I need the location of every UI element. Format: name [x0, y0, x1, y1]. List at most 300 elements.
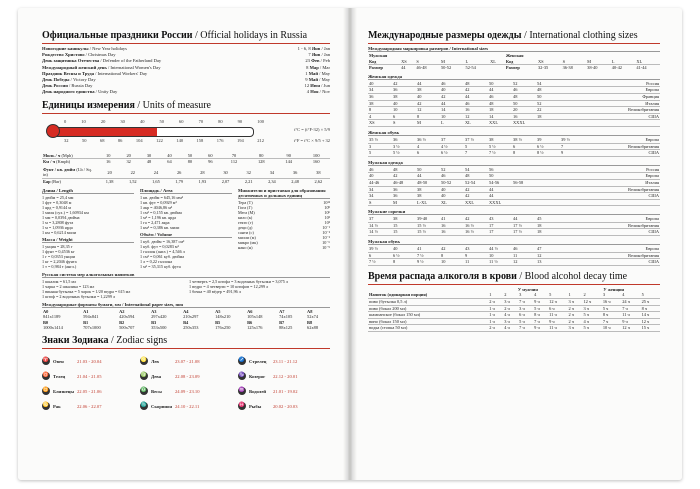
- zodiac-symbol-icon: ♎: [140, 388, 148, 394]
- clothing-empty-cell: [512, 173, 536, 180]
- zodiac-name: Стрелец: [249, 358, 267, 364]
- clothing-size-value: XXXL: [488, 199, 512, 206]
- clothing-size-value: 44-46: [368, 179, 392, 186]
- holiday-month-en: / Jan: [320, 52, 330, 58]
- alcohol-hour-label: 4: [533, 292, 548, 298]
- alcohol-decay-value: 9 ч: [533, 325, 548, 332]
- holiday-month: Май: [308, 77, 318, 83]
- holiday-day: 4: [306, 89, 311, 95]
- celsius-tick: 0: [64, 118, 67, 124]
- clothing-size-value: 16: [512, 113, 536, 120]
- clothing-size-value: 22: [536, 107, 560, 114]
- holiday-month-en: / Jan: [320, 46, 330, 51]
- liquor-item: 1 ведро = 4 четверти = 10 штофов = 12,299 л: [189, 283, 269, 289]
- clothing-size-value: 38: [416, 186, 440, 193]
- pressure-table: [42, 167, 330, 185]
- clothing-groups: [368, 74, 660, 266]
- clothing-size-value: 43: [464, 246, 488, 252]
- clothing-empty-cell: [560, 100, 584, 107]
- clothing-empty-cell: [560, 193, 584, 200]
- planner-spread: [18, 8, 682, 480]
- holiday-name-ru: День защитника Отечества: [42, 58, 100, 64]
- clothing-size-value: 38: [368, 100, 392, 107]
- conversion-label-main: Км / ч: [43, 159, 56, 165]
- holiday-name-ru: Новогодние каникулы: [42, 46, 89, 51]
- paper-format-size: 297х420: [151, 314, 167, 320]
- clothing-size-value: 9 ½: [416, 259, 440, 266]
- conversion-value: 60: [200, 153, 220, 159]
- clothing-size-value: 9: [560, 150, 584, 157]
- paper-format-label: B8: [307, 319, 313, 325]
- clothing-size-value: 14: [440, 107, 464, 114]
- alcohol-hour-label: 3: [518, 292, 533, 298]
- clothing-size-value: 4: [368, 113, 392, 120]
- clothing-size-value: 10: [488, 252, 512, 259]
- zodiac-sign: [42, 399, 134, 414]
- paper-size-row: [42, 314, 330, 320]
- formula-fahrenheit: t°F = t°C × 9/5 + 32: [293, 137, 330, 143]
- alcohol-decay-value: 1 ч: [488, 312, 503, 319]
- conversion-label-main: Миль / ч: [43, 152, 61, 158]
- clothing-size-value: 52-54: [464, 179, 488, 186]
- clothing-size-row: [368, 150, 660, 157]
- clothing-size-value: 18: [536, 113, 560, 120]
- clothing-size-value: 4 ½: [440, 143, 464, 150]
- clothing-size-value: 52: [512, 81, 536, 87]
- clothing-size-value: 6 ½: [536, 143, 560, 150]
- holiday-name-en: / New Year holidays: [88, 46, 127, 51]
- clothing-size-value: 41: [440, 216, 464, 222]
- clothing-size-value: XXL: [464, 199, 488, 206]
- clothing-size-value: 48: [464, 81, 488, 87]
- alcohol-decay-value: 5 ч: [582, 325, 601, 332]
- clothing-size-value: 6 ½: [392, 252, 416, 259]
- clothing-group-title: Мужские сорочки: [368, 209, 660, 215]
- zodiac-name: Близнецы: [53, 388, 74, 394]
- intl-men-value: S: [415, 59, 440, 65]
- clothing-size-value: 42: [464, 87, 488, 94]
- clothing-size-value: 34: [368, 87, 392, 94]
- alcohol-decay-value: 1 ч: [488, 318, 503, 325]
- clothing-size-value: 17: [488, 229, 512, 236]
- conversion-value: 20: [118, 153, 138, 159]
- alcohol-decay-value: 7 ч: [518, 325, 533, 332]
- prefix-exponent: 10⁻⁶: [322, 239, 330, 245]
- clothing-size-value: 48: [512, 93, 536, 100]
- length-list: [42, 195, 134, 235]
- clothing-size-value: 39: [536, 137, 560, 143]
- conversion-value: 96: [208, 159, 213, 165]
- clothing-size-value: 38: [488, 137, 512, 143]
- clothing-size-value: 45: [536, 216, 560, 222]
- clothing-size-value: 52: [536, 100, 560, 107]
- conversion-value: 2,48: [291, 179, 299, 184]
- clothing-country: Великобритания: [584, 107, 660, 114]
- prefix-name: гекто (г): [238, 219, 253, 225]
- clothing-size-value: 42: [440, 93, 464, 100]
- length-item: 1 м = 3,2808 фута: [42, 219, 74, 225]
- paper-format-size: 125х176: [247, 325, 263, 331]
- clothing-size-value: 38: [392, 216, 416, 222]
- intl-row-label: Размер: [369, 65, 383, 71]
- clothing-size-value: 44: [488, 87, 512, 94]
- holiday-month: Янв: [311, 52, 321, 58]
- conversion-row: [42, 179, 330, 185]
- alcohol-hour-label: 2: [503, 292, 518, 298]
- volume-item: 1 куб. дюйм = 16,387 см³: [140, 238, 185, 244]
- zodiac-name: Овен: [53, 358, 64, 364]
- intl-women-value: XL: [635, 59, 660, 65]
- formula-celsius: t°C = (t°F-32) × 5/9: [294, 126, 330, 132]
- clothing-size-value: 40: [440, 87, 464, 94]
- mass-title: Масса / Weight: [42, 237, 134, 243]
- zodiac-sign: [238, 384, 330, 399]
- clothing-empty-cell: [536, 120, 560, 127]
- holiday-day: 1: [305, 70, 309, 76]
- intl-women-value: 40-42: [611, 65, 622, 71]
- fahrenheit-scale: [64, 138, 264, 143]
- zodiac-dates: 22.05 - 21.06: [77, 388, 102, 394]
- paper-format-label: A4: [183, 308, 189, 314]
- clothing-size-value: 48: [392, 167, 416, 173]
- paper-format-label: B1: [83, 319, 89, 325]
- zodiac-name: Козерог: [249, 373, 266, 379]
- clothing-size-value: 17 ½: [512, 229, 536, 236]
- alcohol-decay-value: 9 ч: [548, 318, 567, 325]
- clothing-size-value: 8: [368, 107, 392, 114]
- holiday-name: [42, 89, 117, 95]
- paper-sizes-table: [42, 309, 330, 331]
- clothing-country: Великобритания: [584, 143, 660, 150]
- paper-format-size: 1000х1414: [43, 325, 63, 331]
- zodiac-symbol-icon: ♐: [238, 358, 246, 364]
- prefix-column: [238, 188, 330, 269]
- clothing-size-value: 7: [464, 150, 488, 157]
- clothing-country: Россия: [584, 81, 660, 87]
- clothing-country: Россия: [584, 167, 660, 173]
- clothing-size-value: 16: [440, 229, 464, 236]
- clothing-size-value: 16: [464, 107, 488, 114]
- zodiac-dates: 21.04 - 21.05: [77, 373, 102, 379]
- clothing-size-value: 36: [368, 93, 392, 100]
- paper-format-label: A5: [215, 308, 221, 314]
- intl-row-label: Код: [505, 59, 537, 65]
- intl-women-value: M: [586, 59, 611, 65]
- holiday-date: [307, 89, 330, 95]
- holidays-title: Официальные праздники России / Official holidays in Russia: [42, 30, 330, 44]
- holiday-month: Мар: [309, 64, 319, 70]
- conversion-value: 1,65: [152, 179, 160, 184]
- zodiac-sign: [42, 354, 134, 369]
- conversion-value: 32: [237, 167, 260, 179]
- clothing-size-value: 14: [488, 113, 512, 120]
- clothing-size-value: 38 ½: [512, 137, 536, 143]
- clothing-section: [368, 30, 660, 266]
- clothing-size-value: 14 ½: [368, 222, 392, 229]
- alcohol-decay-value: 11 ч: [548, 325, 567, 332]
- thermometer: [42, 117, 330, 151]
- alcohol-hour-label: 3: [602, 292, 621, 298]
- conversion-value: 24: [144, 167, 167, 179]
- paper-format-size: 74х105: [279, 314, 293, 320]
- clothing-size-value: 37: [440, 137, 464, 143]
- clothing-size-value: XXL: [488, 120, 512, 127]
- mass-item: 1 т = 0,984 т (англ.): [42, 263, 77, 269]
- clothing-group-table: [368, 81, 660, 127]
- speed-table: [42, 153, 330, 165]
- paper-format-size: 105х148: [247, 314, 263, 320]
- clothing-size-value: 44 ½: [488, 246, 512, 252]
- alcohol-decay-value: 7 ч: [602, 318, 621, 325]
- clothing-size-value: 15 ½: [416, 222, 440, 229]
- prefix-name: микро (мк): [238, 239, 258, 245]
- mass-item: 1 г = 0,0353 унции: [42, 253, 75, 259]
- zodiac-symbol-icon: ♉: [42, 373, 50, 379]
- zodiac-name: Водолей: [249, 388, 267, 394]
- intl-women-value: 32-35: [537, 65, 549, 71]
- paper-format-size: 594х841: [83, 314, 99, 320]
- volume-item: 1 галлон (англ.) = 4,546 л: [140, 248, 185, 254]
- volume-item: 1 см³ = 0,061 куб. дюйма: [140, 253, 185, 259]
- clothing-group-table: [368, 137, 660, 157]
- intl-women-value: L: [611, 59, 636, 65]
- clothing-size-value: 6 ½: [440, 150, 464, 157]
- alcohol-decay-value: 14 ч: [641, 312, 660, 319]
- clothing-size-value: 54-56: [488, 179, 512, 186]
- conversion-value: 32: [126, 159, 131, 165]
- clothing-size-value: 12: [512, 259, 536, 266]
- conversion-value: 1,79: [175, 179, 183, 184]
- clothing-size-row: [368, 87, 660, 94]
- paper-format-size: 148х210: [215, 314, 231, 320]
- zodiac-dates: 21.03 - 20.04: [77, 358, 102, 364]
- area-title: Площадь / Area: [140, 188, 232, 194]
- celsius-scale: [64, 119, 264, 124]
- conversion-value: 144: [285, 159, 292, 165]
- clothing-title: Международные размеры одежды / International clothing sizes: [368, 30, 660, 44]
- clothing-size-value: 17 ½: [512, 222, 536, 229]
- clothing-size-value: 40: [368, 173, 392, 180]
- clothing-size-value: 17: [488, 222, 512, 229]
- clothing-size-value: 48: [536, 87, 560, 94]
- alcohol-men-header: У мужчин: [517, 286, 538, 292]
- clothing-size-value: 48: [488, 100, 512, 107]
- clothing-size-value: 18: [488, 107, 512, 114]
- conversion-label: [42, 167, 98, 179]
- clothing-size-value: 7 ½: [416, 252, 440, 259]
- alcohol-decay-value: 1 ч: [488, 305, 503, 312]
- zodiac-sign: [42, 384, 134, 399]
- alcohol-decay-value: 2 ч: [568, 305, 583, 312]
- zodiac-symbol-icon: ♍: [140, 373, 148, 379]
- clothing-size-value: 36: [392, 193, 416, 200]
- prefix-exponent: 10⁻³: [322, 234, 330, 240]
- alcohol-decay-value: 8 ч: [533, 312, 548, 319]
- alcohol-decay-value: 12 ч: [621, 325, 640, 332]
- prefix-name: милли (м): [238, 234, 256, 240]
- conversion-row: [42, 159, 330, 165]
- alcohol-decay-value: 5 ч: [602, 305, 621, 312]
- clothing-size-value: 12: [416, 107, 440, 114]
- holiday-month-en: / Nov: [318, 89, 330, 95]
- conversion-value: 90: [275, 153, 302, 159]
- fahrenheit-tick: 122: [156, 137, 163, 143]
- alcohol-decay-value: 15 ч: [641, 325, 660, 332]
- paper-format-size: 707х1000: [83, 325, 101, 331]
- alcohol-decay-value: 6 ч: [518, 312, 533, 319]
- celsius-tick: 60: [179, 118, 184, 124]
- clothing-size-value: 44: [440, 100, 464, 107]
- intl-women-label: Женская: [505, 53, 524, 58]
- clothing-size-value: 50: [488, 81, 512, 87]
- celsius-tick: 20: [100, 118, 106, 124]
- liquor-item: 1 четверть = 2,5 штофа = 3 водочных бутылки = 3,075 л: [189, 278, 288, 284]
- thermometer-bulb-icon: [46, 124, 60, 138]
- fahrenheit-tick: 104: [135, 137, 143, 143]
- clothing-size-value: 46: [440, 81, 464, 87]
- clothing-empty-cell: [536, 179, 560, 186]
- alcohol-decay-value: 5 ч: [582, 312, 601, 319]
- holiday-name-ru: День народного единства: [42, 89, 95, 95]
- paper-format-label: B3: [151, 319, 157, 325]
- holiday-month-en: / Mar: [318, 64, 330, 70]
- left-page-content: [42, 30, 330, 418]
- clothing-size-value: 54: [464, 167, 488, 173]
- paper-format-label: A8: [307, 308, 313, 314]
- clothing-size-value: 7 ½: [488, 150, 512, 157]
- alcohol-decay-value: 11 ч: [621, 312, 640, 319]
- area-volume-column: [140, 188, 232, 269]
- clothing-empty-cell: [512, 186, 536, 193]
- clothing-size-value: 48: [464, 173, 488, 180]
- clothing-empty-cell: [560, 199, 584, 206]
- clothing-empty-cell: [512, 193, 536, 200]
- holiday-name-en: / Victory Day: [69, 77, 96, 83]
- conversion-value: 34: [260, 167, 283, 179]
- clothing-size-value: 42: [416, 100, 440, 107]
- area-item: 1 кв. дюйм = 645,16 мм²: [140, 194, 183, 200]
- clothing-size-value: 47: [536, 246, 560, 252]
- alcohol-decay-value: 4 ч: [503, 325, 518, 332]
- prefix-row: [238, 245, 330, 250]
- clothing-size-value: 16 ½: [464, 229, 488, 236]
- holiday-name-en: / International Workers' Day: [94, 70, 148, 76]
- clothing-empty-cell: [560, 173, 584, 180]
- conversion-row: [42, 167, 330, 179]
- clothing-size-value: M: [416, 120, 440, 127]
- clothing-size-value: 44: [488, 186, 512, 193]
- paper-format-size: 62х88: [307, 325, 319, 331]
- clothing-size-value: 37 ½: [464, 137, 488, 143]
- conversion-value: 48: [146, 159, 152, 165]
- clothing-size-value: 42: [464, 216, 488, 222]
- clothing-country: США: [584, 193, 660, 200]
- conversion-label-main: Бар: [43, 179, 51, 184]
- paper-format-label: A0: [43, 308, 49, 314]
- clothing-size-value: 7 ½: [368, 259, 392, 266]
- length-item: 1 дюйм = 25,4 мм: [42, 194, 74, 200]
- intl-men-value: M: [440, 59, 465, 65]
- holiday-month: Май: [308, 70, 318, 76]
- holiday-day: 7: [308, 52, 312, 58]
- celsius-tick: 10: [81, 118, 86, 124]
- clothing-size-value: 14 ½: [368, 229, 392, 236]
- zodiac-symbol-icon: ♈: [42, 358, 50, 364]
- clothing-size-value: 6: [512, 143, 536, 150]
- prefix-list: [238, 200, 330, 250]
- clothing-country: Европа: [584, 173, 660, 180]
- conversion-value: 100: [302, 153, 330, 159]
- clothing-size-value: 38: [416, 193, 440, 200]
- zodiac-sign: [140, 399, 232, 414]
- celsius-tick: 50: [159, 118, 164, 124]
- holiday-list: [42, 46, 330, 96]
- clothing-country: Италия: [584, 100, 660, 107]
- length-item: 1 миля (сух.) = 1,60934 км: [42, 209, 89, 215]
- clothing-country: Великобритания: [584, 186, 660, 193]
- clothing-size-value: 46: [512, 87, 536, 94]
- liquor-list: [42, 279, 183, 299]
- holidays-section: [42, 30, 330, 96]
- clothing-empty-cell: [512, 199, 536, 206]
- clothing-empty-cell: [536, 173, 560, 180]
- zodiac-name: Рыбы: [249, 403, 262, 409]
- paper-format-size: 176х250: [215, 325, 231, 331]
- clothing-size-value: 44: [416, 173, 440, 180]
- clothing-size-value: 8: [440, 252, 464, 259]
- clothing-size-value: 44: [488, 193, 512, 200]
- conversion-value: 30: [214, 167, 237, 179]
- zodiac-name: Лев: [151, 358, 159, 364]
- volume-item: 1 куб. фут = 0,0283 м³: [140, 243, 179, 249]
- clothing-size-value: 10: [440, 259, 464, 266]
- fahrenheit-tick: 212: [257, 137, 264, 143]
- prefix-exponent: 10¹²: [323, 199, 330, 205]
- conversion-value: 80: [248, 153, 275, 159]
- clothing-size-value: 11 ½: [488, 259, 512, 266]
- clothing-size-value: 46: [488, 93, 512, 100]
- liquor-item: 1 бочка = 40 вёдер = 491,96 л: [189, 288, 241, 294]
- holiday-name-en: / Defender of the Fatherland Day: [99, 58, 162, 64]
- alcohol-decay-value: 3 ч: [568, 325, 583, 332]
- clothing-country: Франция: [584, 93, 660, 100]
- holiday-name-ru: Международный женский день: [42, 64, 107, 70]
- zodiac-dates: 22.08 - 23.09: [175, 373, 200, 379]
- alcohol-decay-value: 2 ч: [503, 305, 518, 312]
- clothing-size-row: [368, 107, 660, 114]
- zodiac-name: Рак: [53, 403, 61, 409]
- clothing-country: США: [584, 259, 660, 266]
- clothing-size-value: 40: [416, 93, 440, 100]
- clothing-size-value: S: [392, 120, 416, 127]
- liquor-list-2: [189, 279, 330, 299]
- alcohol-decay-value: 11 ч: [548, 312, 567, 319]
- zodiac-dates: 23.11 - 21.12: [273, 358, 298, 364]
- conversion-value: 160: [312, 159, 320, 165]
- prefix-name: кило (к): [238, 214, 253, 220]
- alcohol-row: [368, 299, 660, 306]
- units-section: [42, 100, 330, 331]
- prefix-name: Мега (М): [238, 209, 255, 215]
- clothing-size-value: 44: [464, 93, 488, 100]
- clothing-size-value: 36 ½: [416, 137, 440, 143]
- alcohol-decay-value: 2 ч: [488, 299, 503, 306]
- holiday-day: 9: [305, 77, 309, 83]
- intl-row-label: Размер: [505, 65, 520, 71]
- clothing-size-value: 43: [488, 216, 512, 222]
- zodiac-dates: 23.07 - 21.08: [175, 358, 200, 364]
- prefix-name: деци (д): [238, 224, 253, 230]
